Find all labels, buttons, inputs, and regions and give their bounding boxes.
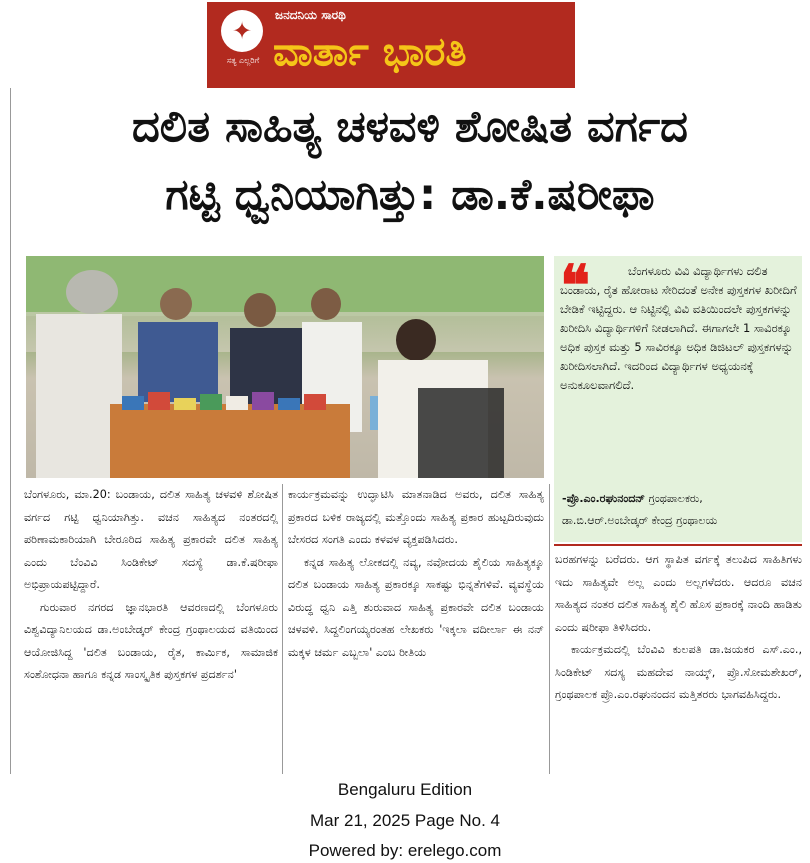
book-exhibition-photo <box>26 256 544 478</box>
quote-attribution <box>562 488 798 532</box>
person-head-suit <box>160 288 192 320</box>
paragraph: ಬೆಂಗಳೂರು, ಮಾ.20: ಬಂಡಾಯ, ದಲಿತ ಸಾಹಿತ್ಯ ಚಳವಳಿ ಶೋಷಿತ ವರ್ಗದ ಗಟ್ಟಿ ಧ್ವನಿಯಾಗಿತ್ತು. ವಚನ ಸಾಹಿತ್ಯದ ನಂತರದಲ್ಲಿ ಪರಿಣಾಮಕಾರಿಯಾಗಿ ಬೇರೂರಿದ ಸಾಹಿತ್ಯ ಪ್ರಕಾರವೇ ದಲಿತ ಸಾಹಿತ್ಯ ಎಂದು ಬೆಂವಿವಿ ಸಿಂಡಿಕೇಟ್ ಸದಸ್ಯೆ ಡಾ.ಕೆ.ಷರೀಫಾ ಅಭಿಪ್ರಾಯಪಟ್ಟಿದ್ದಾರೆ. <box>24 488 278 591</box>
masthead <box>207 2 575 88</box>
paragraph: ಕನ್ನಡ ಸಾಹಿತ್ಯ ಲೋಕದಲ್ಲಿ ನವ್ಯ, ನವೋದಯ ಶೈಲಿಯ ಸಾಹಿತ್ಯಕ್ಕೂ ದಲಿತ ಬಂಡಾಯ ಸಾಹಿತ್ಯ ಪ್ರಕಾರಕ್ಕೂ ಸಾಕಷ್ಟು ಭಿನ್ನತೆಗಳಿವೆ. ವ್ಯವಸ್ಥೆಯ ವಿರುದ್ಧ ಧ್ವನಿ ಎತ್ತಿ ಶುರುವಾದ ಸಾಹಿತ್ಯ ಪ್ರಕಾರವೇ ದಲಿತ ಬಂಡಾಯ ಚಳವಳಿ. ಸಿದ್ದಲಿಂಗಯ್ಯರಂತಹ ಲೇಖಕರು 'ಇಕ್ಕಲಾ ವದೀರ್ಲಾ ಈ ನನ್ ಮಕ್ಕಳ ಚರ್ಮ ಎಬ್ಬಲಾ' ಎಂಬ ರೀತಿಯ <box>288 555 544 659</box>
date-page-label: Mar 21, 2025 Page No. 4 <box>310 811 500 830</box>
article-column-1 <box>24 484 278 687</box>
quote-author-role: ಗ್ರಂಥಪಾಲಕರು, <box>648 492 703 505</box>
powered-by-label: Powered by: erelego.com <box>308 841 502 860</box>
paragraph: ಗುರುವಾರ ನಗರದ ಜ್ಞಾನಭಾರತಿ ಆವರಣದಲ್ಲಿ ಬೆಂಗಳೂರು ವಿಶ್ವವಿದ್ಯಾನಿಲಯದ ಡಾ.ಅಂಬೇಡ್ಕರ್ ಕೇಂದ್ರ ಗ್ರಂಥಾಲಯದ ವತಿಯಿಂದ ಆಯೋಜಿಸಿದ್ದ 'ದಲಿತ ಬಂಡಾಯ, ರೈತ, ಕಾರ್ಮಿಕ, ಸಾಮಾಜಿಕ ಸಂಶೋಧನಾ ಹಾಗೂ ಕನ್ನಡ ಸಾಂಸ್ಕೃತಿಕ ಪುಸ್ತಕಗಳ ಪ್ರದರ್ಶನ' <box>24 600 278 681</box>
person-left <box>36 314 122 478</box>
column-rule-1 <box>282 484 283 774</box>
headline-line-2: ಗಟ್ಟಿ ಧ್ವನಿಯಾಗಿತ್ತು: ಡಾ.ಕೆ.ಷರೀಫಾ <box>165 170 655 220</box>
quote-marks-icon: ❝ <box>560 253 591 319</box>
column-rule-2 <box>549 484 550 774</box>
paragraph: ಬರಹಗಳನ್ನು ಬರೆದರು. ಆಗ ಸ್ಥಾಪಿತ ವರ್ಗಕ್ಕೆ ತಲುಪಿದ ಸಾಹಿತಿಗಳು ಇದು ಸಾಹಿತ್ಯವೇ ಅಲ್ಲ ಎಂದು ಅಲ್ಲಗಳೆದರು. ಆದರೂ ವಚನ ಸಾಹಿತ್ಯದ ನಂತರ ದಲಿತ ಸಾಹಿತ್ಯ ಶೈಲಿ ಹೊಸ ಪ್ರಕಾರಕ್ಕೆ ನಾಂದಿ ಹಾಡಿತು ಎಂದು ಷರೀಫಾ ತಿಳಿಸಿದರು. <box>555 553 802 634</box>
logo-caption: ಸತ್ಯ ಎಲ್ಲರಿಗೆ <box>226 56 260 65</box>
left-margin-rule <box>10 88 11 774</box>
handbag <box>418 388 504 478</box>
person-head-left <box>66 270 118 314</box>
quote-author-institution: ಡಾ.ಬಿ.ಆರ್.ಅಂಬೇಡ್ಕರ್ ಕೇಂದ್ರ ಗ್ರಂಥಾಲಯ <box>562 514 718 527</box>
article-column-2 <box>288 484 544 664</box>
masthead-title: ವಾರ್ತಾ ಭಾರತಿ <box>273 29 467 75</box>
book-in-hand <box>370 396 378 430</box>
quote-bottom-rule <box>554 544 802 546</box>
person-head-woman <box>396 319 436 361</box>
masthead-tagline: ಜನದನಿಯ ಸಾರಥಿ <box>275 8 346 22</box>
photo-illustration <box>26 256 544 478</box>
article-column-3 <box>555 549 802 707</box>
paragraph: ಕಾರ್ಯಕ್ರಮವನ್ನು ಉದ್ಘಾಟಿಸಿ ಮಾತನಾಡಿದ ಅವರು, ದಲಿತ ಸಾಹಿತ್ಯ ಪ್ರಕಾರದ ಬಳಿಕ ರಾಜ್ಯದಲ್ಲಿ ಮತ್ತೊಂದು ಸಾಹಿತ್ಯ ಪ್ರಕಾರ ಹುಟ್ಟದಿರುವುದು ಬೇಸರದ ಸಂಗತಿ ಎಂದು ಕಳವಳ ವ್ಯಕ್ತಪಡಿಸಿದರು. <box>288 488 544 546</box>
edition-label: Bengaluru Edition <box>337 780 473 799</box>
person-head-dark-suit <box>244 293 276 327</box>
pull-quote-box <box>554 253 802 542</box>
pull-quote-text: ಬೆಂಗಳೂರು ವಿವಿ ವಿದ್ಯಾರ್ಥಿಗಳು ದಲಿತ ಬಂಡಾಯ, ರೈತ ಹೋರಾಟ ಸೇರಿದಂತೆ ಅನೇಕ ಪುಸ್ತಕಗಳ ಖರೀದಿಗೆ ಬೇಡಿಕೆ ಇಟ್ಟಿದ್ದರು. ಆ ನಿಟ್ಟಿನಲ್ಲಿ ವಿವಿ ವತಿಯಿಂದಲೇ ಪುಸ್ತಕಗಳನ್ನು ಖರೀದಿಸಿ ವಿದ್ಯಾರ್ಥಿಗಳಿಗೆ ನೀಡಲಾಗಿದೆ. ಈಗಾಗಲೇ 1 ಸಾವಿರಕ್ಕೂ ಅಧಿಕ ಪುಸ್ತಕ ಮತ್ತು 5 ಸಾವಿರಕ್ಕೂ ಅಧಿಕ ಡಿಜಿಟಲ್ ಪುಸ್ತಕಗಳನ್ನು ಖರೀದಿಸಲಾಗಿದೆ. ಇದರಿಂದ ವಿದ್ಯಾರ್ಥಿಗಳ ಅಧ್ಯಯನಕ್ಕೆ ಅನುಕೂಲವಾಗಲಿದೆ. <box>560 264 797 392</box>
person-blue-suit <box>138 322 218 402</box>
quote-author: -ಪ್ರೊ.ಎಂ.ರಘುನಂದನ್ <box>562 492 645 505</box>
book-table <box>110 404 350 478</box>
person-head-white <box>311 288 341 320</box>
paragraph: ಕಾರ್ಯಕ್ರಮದಲ್ಲಿ ಬೆಂವಿವಿ ಕುಲಪತಿ ಡಾ.ಜಯಕರ ಎಸ್.ಎಂ., ಸಿಂಡಿಕೇಟ್ ಸದಸ್ಯ ಮಹದೇವ ನಾಯ್ಕ್, ಪ್ರೊ.ಸೋಮಶೇಖರ್, ಗ್ರಂಥಪಾಲಕ ಪ್ರೊ.ಎಂ.ರಘುನಂದನ ಮತ್ತಿತರರು ಭಾಗವಹಿಸಿದ್ದರು. <box>555 643 802 701</box>
headline-line-1: ದಲಿತ ಸಾಹಿತ್ಯ ಚಳವಳಿ ಶೋಷಿತ ವರ್ಗದ <box>132 102 688 152</box>
bird-logo-icon: ✦ <box>221 10 263 52</box>
